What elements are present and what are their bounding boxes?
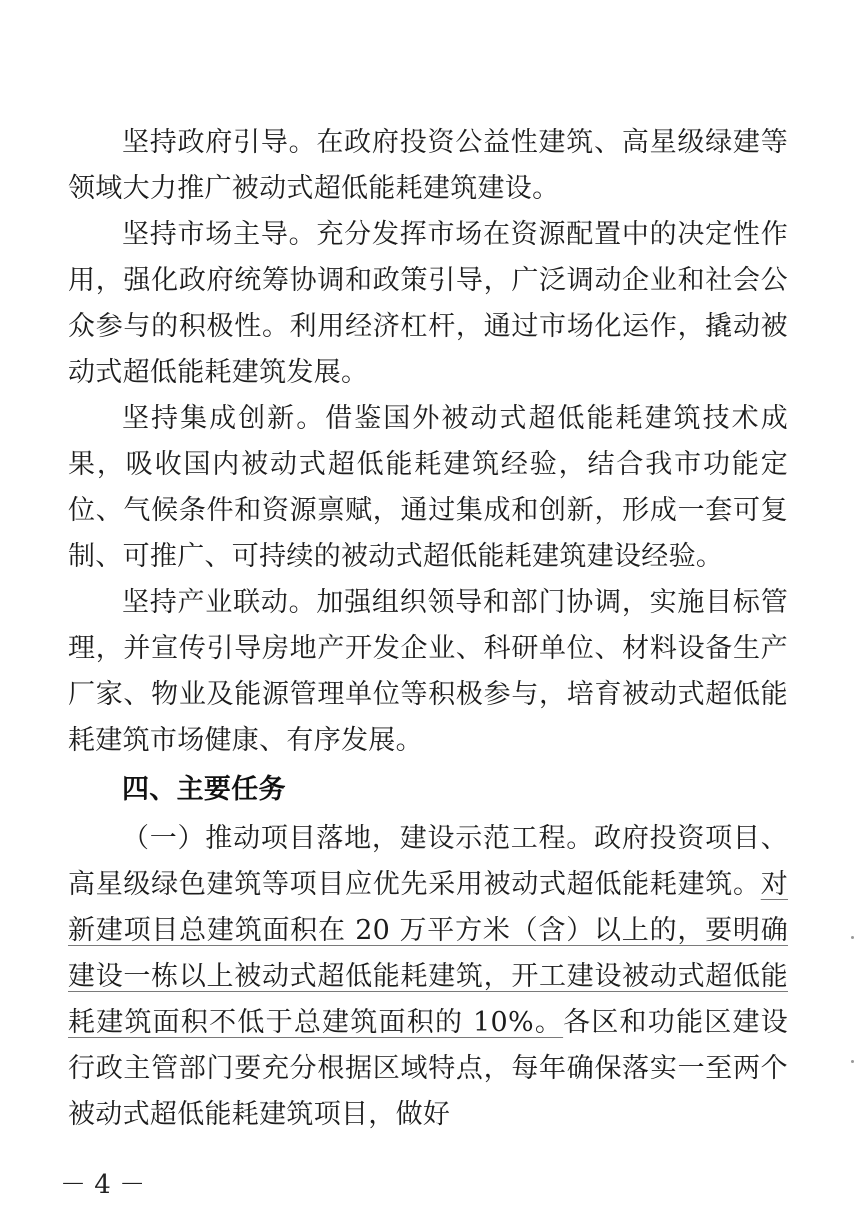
task-text-underlined: 对新建项目总建筑面积在 20 万平方米（含）以上的，要明确建设一栋以上被动式超低能耗建筑，开工建设被动式超低能耗建筑面积不低于总建筑面积的 10%。	[68, 869, 788, 1038]
section-heading-main-tasks: 四、主要任务	[122, 774, 286, 805]
document-body	[68, 120, 788, 1138]
margin-mark	[851, 1060, 854, 1063]
task-text-intro: （一）推动项目落地，建设示范工程。政府投资项目、高星级绿色建筑等项目应优先采用被动式超低能耗建筑。	[68, 823, 788, 900]
paragraph-government-guidance: 坚持政府引导。在政府投资公益性建筑、高星级绿建等领域大力推广被动式超低能耗建筑建设。	[68, 127, 788, 204]
page-number: － 4 －	[60, 1170, 146, 1200]
margin-mark	[851, 936, 854, 939]
paragraph-integrated-innovation: 坚持集成创新。借鉴国外被动式超低能耗建筑技术成果，吸收国内被动式超低能耗建筑经验，结合我市功能定位、气候条件和资源禀赋，通过集成和创新，形成一套可复制、可推广、可持续的被动式超低能耗建筑建设经验。	[68, 403, 788, 572]
paragraph-demonstration-projects	[68, 816, 788, 1138]
task-text-continued: 各区和功能区建设行政主管部门要充分根据区域特点，每年确保落实一至两个被动式超低能耗建筑项目，做好	[68, 1007, 788, 1130]
paragraph-market-leading: 坚持市场主导。充分发挥市场在资源配置中的决定性作用，强化政府统筹协调和政策引导，广泛调动企业和社会公众参与的积极性。利用经济杠杆，通过市场化运作，撬动被动式超低能耗建筑发展。	[68, 219, 788, 388]
paragraph-industry-linkage: 坚持产业联动。加强组织领导和部门协调，实施目标管理，并宣传引导房地产开发企业、科研单位、材料设备生产厂家、物业及能源管理单位等积极参与，培育被动式超低能耗建筑市场健康、有序发展。	[68, 587, 788, 756]
